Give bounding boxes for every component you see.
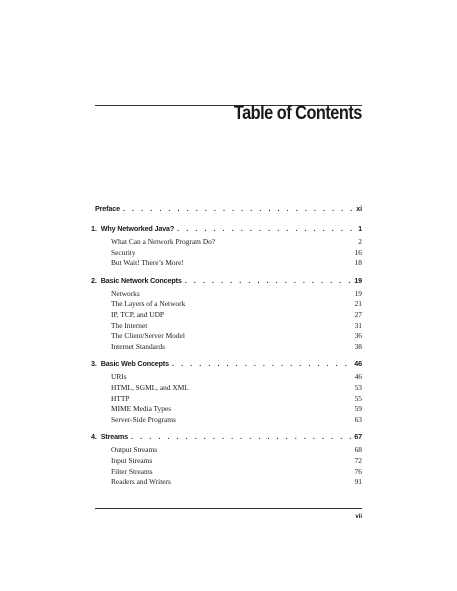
- section-title: The Internet: [111, 320, 148, 330]
- section-page: 53: [354, 382, 362, 392]
- section-page: 46: [354, 372, 362, 382]
- preface-page: xi: [356, 204, 362, 213]
- toc-section[interactable]: [95, 415, 362, 426]
- toc-section[interactable]: [95, 321, 362, 332]
- toc-section[interactable]: [95, 404, 362, 415]
- toc-section[interactable]: [95, 237, 362, 248]
- section-title: What Can a Network Program Do?: [111, 237, 216, 246]
- section-title: Readers and Writers: [111, 477, 171, 487]
- dot-leader: [123, 204, 353, 213]
- page-number: vii: [355, 514, 362, 520]
- section-title: Server-Side Programs: [111, 414, 176, 424]
- section-page: 36: [354, 331, 362, 341]
- section-title: HTML, SGML, and XML: [111, 382, 189, 392]
- section-title: Internet Standards: [111, 341, 165, 351]
- section-title: Networks: [111, 288, 140, 298]
- chapter-number: 4.: [91, 432, 97, 442]
- section-title: The Client/Server Model: [111, 331, 185, 341]
- section-title: But Wait! There’s More!: [111, 258, 184, 268]
- toc-section[interactable]: [95, 258, 362, 269]
- toc-section[interactable]: [95, 342, 362, 353]
- toc-section[interactable]: [95, 456, 362, 467]
- section-title: URIs: [111, 372, 127, 382]
- section-page: 72: [354, 455, 362, 465]
- toc-section[interactable]: [95, 445, 362, 456]
- section-page: 19: [354, 288, 362, 298]
- toc-entry-chapter-1[interactable]: [91, 224, 362, 237]
- section-page: 21: [354, 299, 362, 309]
- section-title: Filter Streams: [111, 466, 153, 476]
- chapter-page: 1: [358, 224, 362, 233]
- toc-section[interactable]: [95, 248, 362, 259]
- toc-entry-chapter-4[interactable]: [91, 432, 362, 445]
- dot-leader: [131, 432, 351, 441]
- chapter-title: Basic Web Concepts: [100, 359, 169, 369]
- toc-section[interactable]: [95, 299, 362, 310]
- chapter-page: 67: [354, 432, 362, 442]
- bottom-rule: [95, 508, 362, 509]
- section-page: 59: [354, 404, 362, 414]
- section-page: 31: [354, 320, 362, 330]
- section-title: HTTP: [111, 393, 130, 403]
- section-page: 2: [358, 237, 362, 246]
- toc-entry-preface[interactable]: [95, 204, 362, 217]
- chapter-number: 1.: [91, 224, 97, 233]
- section-page: 68: [354, 445, 362, 455]
- chapter-title: Streams: [100, 432, 129, 442]
- section-page: 63: [354, 414, 362, 424]
- section-page: 55: [354, 393, 362, 403]
- chapter-page: 19: [354, 275, 362, 285]
- toc-section[interactable]: [95, 467, 362, 478]
- section-page: 38: [354, 341, 362, 351]
- toc-section[interactable]: [95, 331, 362, 342]
- toc-section[interactable]: [95, 310, 362, 321]
- section-page: 16: [354, 247, 362, 257]
- toc-section[interactable]: [95, 372, 362, 383]
- toc-section[interactable]: [95, 289, 362, 300]
- toc-section[interactable]: [95, 477, 362, 488]
- section-title: MIME Media Types: [111, 404, 172, 414]
- chapter-title: Why Networked Java?: [100, 224, 175, 233]
- section-page: 76: [354, 466, 362, 476]
- section-title: The Layers of a Network: [111, 299, 186, 309]
- section-title: Output Streams: [111, 445, 158, 455]
- toc-entry-chapter-2[interactable]: [91, 275, 362, 289]
- dot-leader: [177, 224, 355, 233]
- page-title: Table of Contents: [233, 103, 362, 124]
- chapter-title: Basic Network Concepts: [100, 275, 182, 285]
- section-page: 18: [354, 258, 362, 268]
- toc-entry-chapter-3[interactable]: [91, 359, 362, 372]
- section-title: Input Streams: [111, 455, 153, 465]
- toc-section[interactable]: [95, 383, 362, 394]
- section-page: 91: [354, 477, 362, 487]
- chapter-number: 2.: [91, 275, 97, 285]
- section-title: IP, TCP, and UDP: [111, 309, 165, 319]
- dot-leader: [172, 359, 351, 368]
- section-page: 27: [354, 309, 362, 319]
- section-title: Security: [111, 247, 136, 257]
- toc-list: [91, 204, 362, 488]
- chapter-page: 46: [354, 359, 362, 369]
- toc-section[interactable]: [95, 394, 362, 405]
- preface-label: Preface: [95, 204, 120, 213]
- dot-leader: [185, 276, 352, 285]
- chapter-number: 3.: [91, 359, 97, 369]
